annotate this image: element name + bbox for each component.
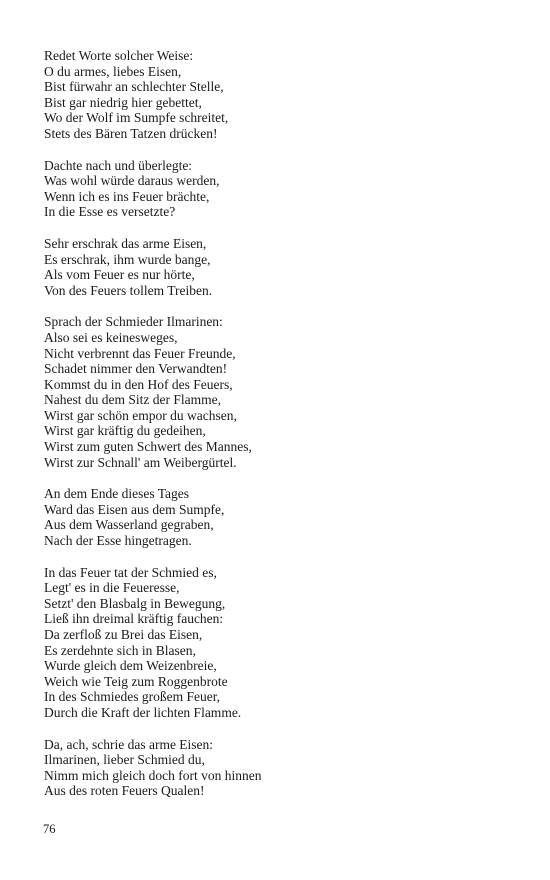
verse-line: Ließ ihn dreimal kräftig fauchen: (44, 611, 224, 627)
verse-line: Schadet nimmer den Verwandten! (44, 361, 228, 377)
verse-line: Es zerdehnte sich in Blasen, (44, 642, 196, 658)
verse-line: O du armes, liebes Eisen, (44, 63, 182, 79)
stanza-5 (44, 486, 504, 548)
verse-line: Wirst gar kräftig du gedeihen, (44, 423, 206, 439)
verse-line: Es erschrak, ihm wurde bange, (44, 251, 211, 267)
verse-line: Ward das Eisen aus dem Sumpfe, (44, 501, 225, 517)
verse-line: Nicht verbrennt das Feuer Freunde, (44, 345, 236, 361)
verse-line: Von des Feuers tollem Treiben. (44, 282, 213, 298)
verse-line: Dachte nach und überlegte: (44, 157, 193, 173)
stanza-1 (44, 48, 504, 142)
verse-line: Wenn ich es ins Feuer brächte, (44, 188, 210, 204)
verse-line: Da zerfloß zu Brei das Eisen, (44, 627, 203, 642)
verse-line: Wurde gleich dem Weizenbreie, (44, 658, 217, 674)
verse-line: Bist fürwahr an schlechter Stelle, (44, 79, 224, 95)
poem-text (44, 48, 504, 815)
verse-line: Nimm mich gleich doch fort von hinnen (44, 767, 262, 783)
verse-line: Ilmarinen, lieber Schmied du, (44, 752, 205, 768)
verse-line: Weich wie Teig zum Roggenbrote (44, 673, 228, 689)
stanza-6 (44, 565, 504, 721)
verse-line: Kommst du in den Hof des Feuers, (44, 376, 233, 392)
verse-line: Wirst zum guten Schwert des Mannes, (44, 439, 252, 455)
stanza-4 (44, 314, 504, 470)
verse-line: Also sei es keinesweges, (44, 329, 178, 345)
verse-line: Nach der Esse hingetragen. (44, 533, 192, 549)
verse-line: Als vom Feuer es nur hörte, (44, 267, 195, 283)
verse-line: Wirst gar schön empor du wachsen, (44, 407, 237, 423)
verse-line: Nahest du dem Sitz der Flamme, (44, 392, 221, 408)
verse-line: Legt' es in die Feueresse, (44, 580, 180, 596)
verse-line: Durch die Kraft der lichten Flamme. (44, 704, 242, 720)
stanza-3 (44, 236, 504, 298)
verse-line: Setzt' den Blasbalg in Bewegung, (44, 595, 226, 611)
verse-line: Stets des Bären Tatzen drücken! (44, 125, 218, 141)
verse-line: Sprach der Schmieder Ilmarinen: (44, 314, 223, 330)
verse-line: An dem Ende dieses Tages (44, 486, 190, 502)
verse-line: In die Esse es versetzte? (44, 204, 176, 220)
verse-line: In des Schmiedes großem Feuer, (44, 689, 221, 705)
verse-line: Aus des roten Feuers Qualen! (44, 783, 205, 799)
verse-line: In das Feuer tat der Schmied es, (44, 564, 217, 580)
verse-line: Sehr erschrak das arme Eisen, (44, 235, 207, 251)
verse-line: Was wohl würde daraus werden, (44, 173, 220, 189)
verse-line: Aus dem Wasserland gegraben, (44, 517, 214, 533)
stanza-7 (44, 737, 504, 799)
stanza-2 (44, 158, 504, 220)
verse-line: Da, ach, schrie das arme Eisen: (44, 736, 214, 752)
page-number: 76 (43, 822, 56, 836)
verse-line: Bist gar niedrig hier gebettet, (44, 94, 202, 110)
verse-line: Wirst zur Schnall' am Weibergürtel. (44, 454, 237, 470)
verse-line: Redet Worte solcher Weise: (44, 48, 194, 63)
verse-line: Wo der Wolf im Sumpfe schreitet, (44, 110, 229, 126)
